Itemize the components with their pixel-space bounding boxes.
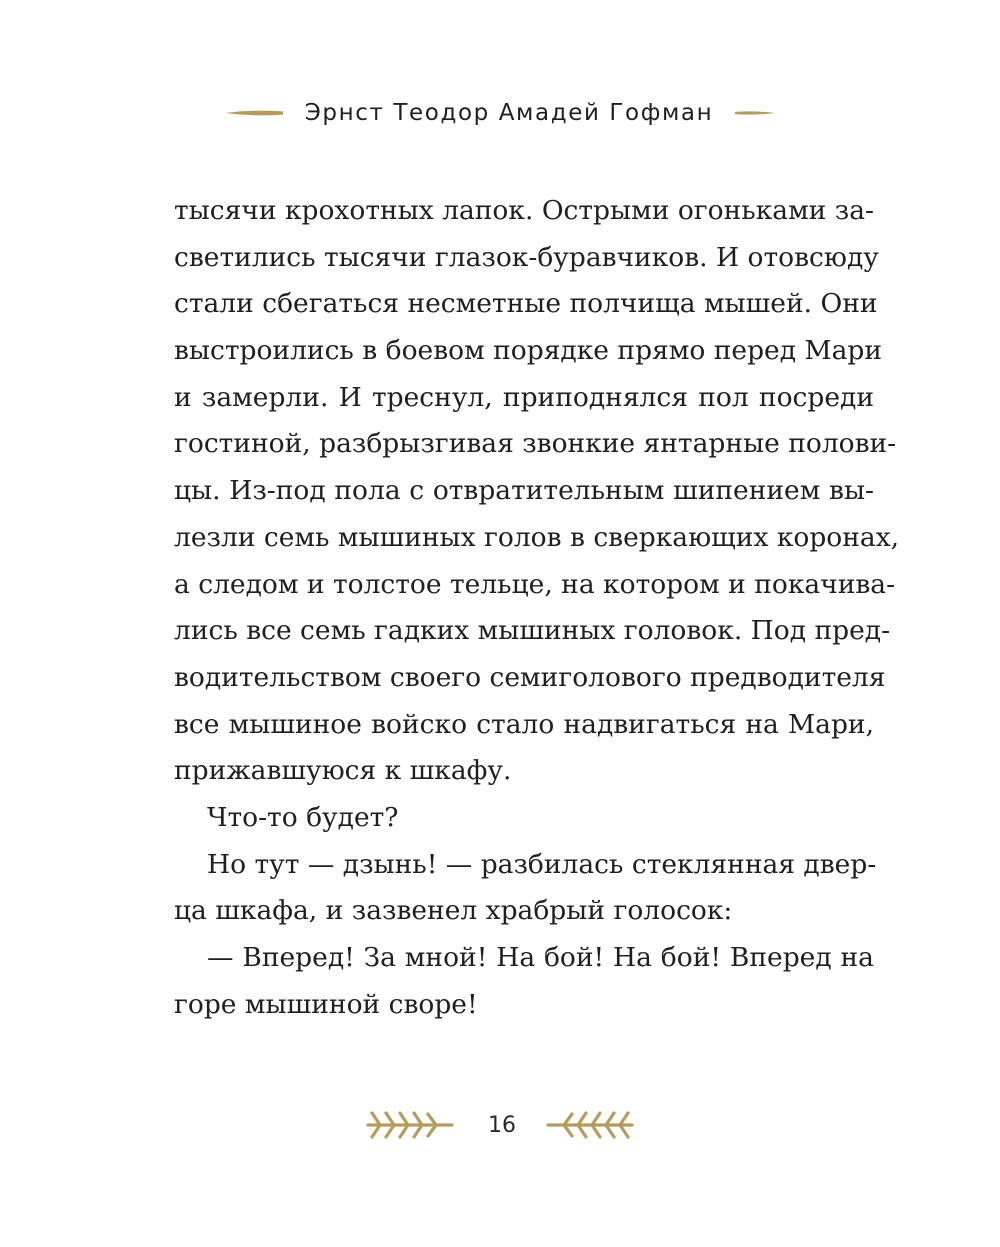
text-line: выстроились в боевом порядке прямо перед Мари [174, 335, 883, 367]
page-number: 16 [488, 1112, 516, 1138]
page-footer [0, 1102, 1000, 1148]
text-line: а следом и толстое тельце, на котором и покачива- [174, 568, 896, 600]
swash-ornament-right-icon [735, 108, 775, 118]
laurel-sprig-right-icon [544, 1103, 636, 1147]
text-line: горе мышиной своре! [174, 988, 478, 1020]
text-line: гостиной, разбрызгивая звонкие янтарные полови- [174, 428, 897, 460]
text-line: стали сбегаться несметные полчища мышей. Они [174, 288, 878, 320]
text-line: светились тысячи глазок-буравчиков. И отовсюду [174, 241, 879, 273]
laurel-sprig-left-icon [364, 1103, 456, 1147]
text-line: тысячи крохотных лапок. Острыми огоньками за- [174, 195, 874, 226]
text-line: Что-то будет? [207, 801, 399, 833]
text-line: Но тут — дзынь! — разбилась стеклянная двер- [207, 848, 877, 880]
text-line: — Вперед! За мной! На бой! На бой! Вперед на [207, 942, 874, 973]
text-line: ца шкафа, и зазвенел храбрый голосок: [174, 895, 733, 927]
text-line: лись все семь гадких мышиных головок. Под пред- [174, 615, 891, 647]
body-text [174, 188, 900, 1028]
text-line: цы. Из-под пола с отвратительным шипением вы- [174, 475, 874, 507]
text-line: прижавшуюся к шкафу. [174, 755, 512, 787]
running-head [0, 93, 1000, 133]
text-line: и замерли. И треснул, приподнялся пол посреди [174, 381, 874, 413]
text-line: водительством своего семиголового предводителя [174, 661, 886, 693]
swash-ornament-left-icon [225, 108, 283, 118]
running-head-author: Эрнст Теодор Амадей Гофман [304, 100, 714, 126]
text-line: все мышиное войско стало надвигаться на Мари, [174, 708, 874, 740]
text-line: лезли семь мышиных голов в сверкающих коронах, [174, 521, 900, 553]
